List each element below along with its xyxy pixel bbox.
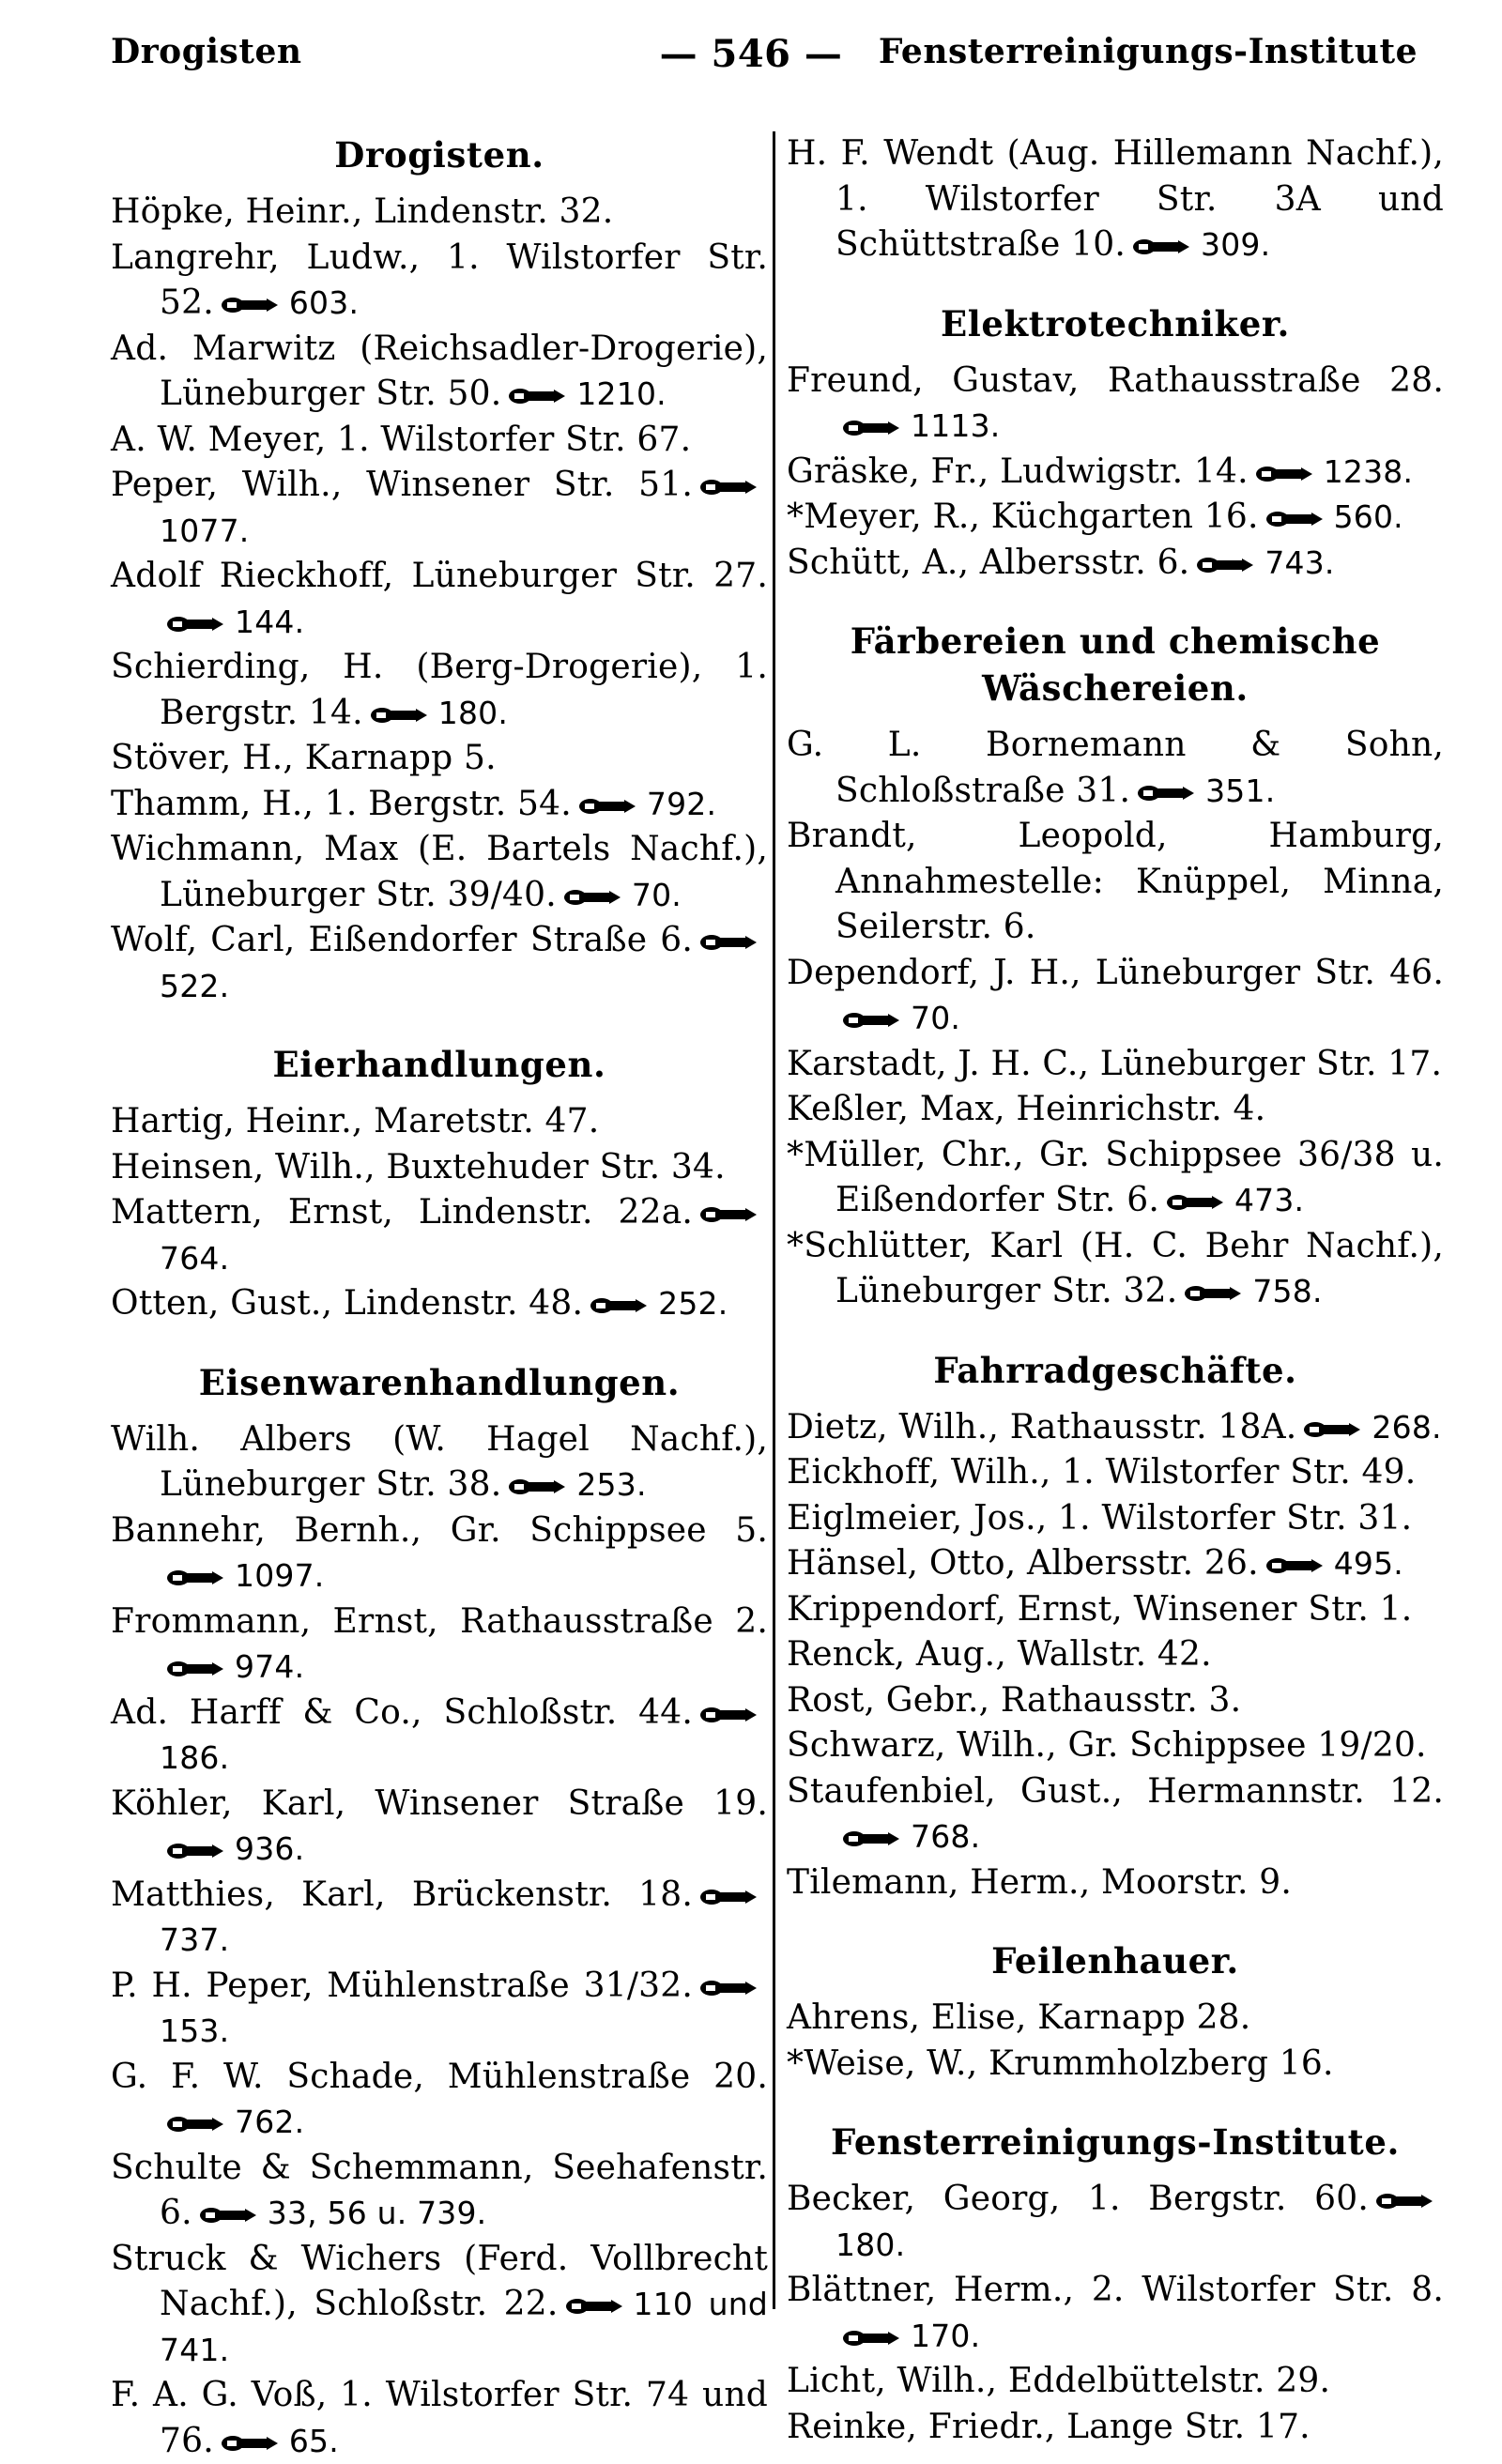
entry-text: Tilemann, Herm., Moorstr. 9. [787,1863,1292,1902]
entry-text: Gräske, Fr., Ludwigstr. 14. [787,452,1249,491]
entry-text: Becker, Georg, 1. Bergstr. 60. [787,2180,1369,2218]
directory-entry [111,1691,768,1782]
entry-text: Renck, Aug., Wallstr. 42. [787,1635,1212,1674]
entry-text: *Meyer, R., Küchgarten 16. [787,497,1259,536]
directory-entry [111,1417,768,1508]
directory-section [111,1041,768,1327]
telephone-icon [507,1477,567,1497]
telephone-icon [589,1295,649,1316]
entry-text: Freund, Gustav, Rathausstraße 28. [787,361,1444,400]
directory-entry [787,450,1444,496]
phone-number: 1238. [1324,453,1413,490]
entry-text: Rost, Gebr., Rathausstr. 3. [787,1681,1241,1720]
entry-text: A. W. Meyer, 1. Wilstorfer Str. 67. [111,421,691,459]
directory-entry [787,1541,1444,1587]
entry-text: Krippendorf, Ernst, Winsener Str. 1. [787,1590,1412,1629]
directory-entry [787,1133,1444,1224]
telephone-icon [165,614,225,635]
phone-number: 33, 56 u. 739. [268,2195,487,2231]
directory-entry [787,1042,1444,1088]
telephone-icon [369,705,429,726]
phone-number: 1097. [235,1557,324,1594]
phone-number: 473. [1234,1182,1304,1218]
directory-entry [787,814,1444,951]
phone-number: 495. [1334,1545,1403,1582]
telephone-icon [698,1204,759,1225]
directory-section [787,300,1444,587]
directory-entry [787,1996,1444,2042]
running-head-left: Drogisten [111,32,302,71]
entry-text: Heinsen, Wilh., Buxtehuder Str. 34. [111,1148,726,1186]
directory-entry [787,495,1444,541]
telephone-icon [841,418,901,438]
phone-number: 758. [1252,1273,1322,1309]
phone-number: 186. [160,1739,229,1776]
directory-entry [787,951,1444,1042]
directory-section [111,1359,768,2464]
directory-entry [787,723,1444,814]
entry-text: Höpke, Heinr., Lindenstr. 32. [111,192,613,231]
directory-entry [111,1964,768,2055]
entry-text: Bannehr, Bernh., Gr. Schippsee 5. [111,1511,768,1550]
entry-text: G. L. Bornemann & Sohn, Schloßstraße 31. [787,726,1444,810]
phone-number: 268. [1372,1409,1441,1446]
entry-text: *Schlütter, Karl (H. C. Behr Nachf.), Lüneburger Str. 32. [787,1227,1444,1311]
directory-section [787,618,1444,1315]
directory-entry [787,1678,1444,1724]
phone-number: 743. [1264,544,1334,581]
directory-section [787,1347,1444,1906]
entry-text: Thamm, H., 1. Bergstr. 54. [111,785,572,823]
telephone-icon [698,932,759,953]
telephone-icon [698,1978,759,1998]
phone-number: 65. [289,2423,339,2459]
section-heading: Eierhandlungen. [111,1041,768,1088]
telephone-icon [165,1659,225,1679]
page-number: — 546 — [0,32,1502,76]
phone-number: 603. [289,284,359,321]
telephone-icon [1136,783,1196,803]
directory-section [787,131,1444,268]
entry-text: Köhler, Karl, Winsener Straße 19. [111,1784,768,1823]
directory-entry [787,541,1444,587]
telephone-icon [841,1829,901,1849]
telephone-icon [165,2114,225,2135]
right-column [787,131,1444,2450]
entry-text: P. H. Peper, Mühlenstraße 31/32. [111,1967,693,2005]
entry-text: Stöver, H., Karnapp 5. [111,739,497,777]
directory-entry [787,1769,1444,1860]
section-heading: Feilenhauer. [787,1937,1444,1984]
phone-number: 110 und 741. [160,2286,768,2368]
directory-entry [787,1087,1444,1133]
phone-number: 792. [647,786,716,822]
directory-section [787,2119,1444,2450]
directory-entry [111,2237,768,2374]
directory-section [787,1937,1444,2087]
entry-text: Hänsel, Otto, Albersstr. 26. [787,1544,1259,1583]
entry-text: Wichmann, Max (E. Bartels Nachf.), Lüneburger Str. 39/40. [111,830,768,914]
entry-text: Reinke, Friedr., Lange Str. 17. [787,2408,1310,2446]
section-heading: Färbereien und chemische Wäschereien. [787,618,1444,712]
directory-section [111,131,768,1009]
phone-number: 737. [160,1921,229,1958]
entry-text: Langrehr, Ludw., 1. Wilstorfer Str. 52. [111,238,768,323]
phone-number: 351. [1205,773,1275,809]
telephone-icon [577,796,637,817]
directory-entry [787,131,1444,268]
telephone-icon [1374,2191,1434,2211]
directory-entry [111,2373,768,2464]
entry-text: Adolf Rieckhoff, Lüneburger Str. 27. [111,557,768,595]
entry-text: Ad. Harff & Co., Schloßstr. 44. [111,1693,693,1732]
phone-number: 522. [160,968,229,1004]
directory-entry [787,1496,1444,1542]
telephone-icon [198,2205,258,2226]
phone-number: 1077. [160,513,249,549]
directory-entry [787,2268,1444,2359]
section-heading: Eisenwarenhandlungen. [111,1359,768,1406]
phone-number: 1113. [911,407,1000,444]
telephone-icon [1131,237,1191,257]
phone-number: 936. [235,1830,304,1867]
entry-text: Dependorf, J. H., Lüneburger Str. 46. [787,954,1444,992]
phone-number: 153. [160,2013,229,2049]
entry-text: Wolf, Carl, Eißendorfer Straße 6. [111,921,693,959]
entry-text: Eickhoff, Wilh., 1. Wilstorfer Str. 49. [787,1453,1416,1492]
directory-entry [787,2405,1444,2451]
directory-entry [111,190,768,236]
telephone-icon [1254,464,1314,484]
telephone-icon [698,477,759,497]
phone-number: 253. [576,1466,646,1503]
directory-entry [787,1224,1444,1315]
entry-text: Schütt, A., Albersstr. 6. [787,543,1189,582]
entry-text: H. F. Wendt (Aug. Hillemann Nachf.), 1. Wilstorfer Str. 3A und Schüttstraße 10. [787,134,1444,264]
directory-entry [111,1099,768,1145]
section-heading: Fensterreinigungs-Institute. [787,2119,1444,2166]
telephone-icon [698,1705,759,1725]
telephone-icon [220,295,280,315]
telephone-icon [1302,1419,1362,1440]
telephone-icon [220,2433,280,2454]
directory-entry [111,1599,768,1691]
directory-entry [111,236,768,327]
phone-number: 70. [632,877,682,913]
directory-entry [787,2042,1444,2088]
entry-text: *Müller, Chr., Gr. Schippsee 36/38 u. Eißendorfer Str. 6. [787,1136,1444,1220]
telephone-icon [841,2328,901,2349]
telephone-icon [507,386,567,406]
entry-text: Peper, Wilh., Winsener Str. 51. [111,466,693,504]
section-heading: Elektrotechniker. [787,300,1444,347]
entry-text: Struck & Wichers (Ferd. Vollbrecht Nachf.), Schloßstr. 22. [111,2240,768,2324]
phone-number: 180. [438,695,508,731]
phone-number: 309. [1201,226,1270,263]
directory-entry [111,645,768,736]
entry-text: Eiglmeier, Jos., 1. Wilstorfer Str. 31. [787,1499,1412,1538]
directory-entry [111,1873,768,1964]
phone-number: 768. [911,1818,980,1855]
phone-number: 170. [911,2318,980,2354]
telephone-icon [1195,555,1255,575]
directory-entry [111,918,768,1009]
entry-text: F. A. G. Voß, 1. Wilstorfer Str. 74 und 76. [111,2376,768,2460]
directory-entry [111,2146,768,2237]
telephone-icon [562,887,622,908]
directory-entry [787,2177,1444,2268]
telephone-icon [564,2296,624,2317]
entry-text: G. F. W. Schade, Mühlenstraße 20. [111,2058,768,2096]
phone-number: 1210. [576,375,666,412]
running-head-right: Fensterreinigungs-Institute [879,32,1418,71]
directory-entry [111,1145,768,1191]
directory-entry [787,1450,1444,1496]
directory-entry [787,359,1444,450]
directory-entry [787,1405,1444,1451]
phone-number: 762. [235,2104,304,2140]
directory-entry [787,2359,1444,2405]
entry-text: Karstadt, J. H. C., Lüneburger Str. 17. [787,1045,1442,1083]
entry-text: Otten, Gust., Lindenstr. 48. [111,1284,583,1323]
entry-text: Schierding, H. (Berg-Drogerie), 1. Bergstr. 14. [111,648,768,732]
phone-number: 764. [160,1240,229,1277]
left-column [111,131,768,2464]
telephone-icon [1183,1283,1243,1304]
entry-text: Schulte & Schemmann, Seehafenstr. 6. [111,2149,768,2233]
directory-entry [111,736,768,782]
section-heading: Drogisten. [111,131,768,178]
directory-entry [111,327,768,418]
entry-text: Dietz, Wilh., Rathausstr. 18A. [787,1408,1296,1446]
directory-entry [111,1281,768,1327]
directory-entry [111,418,768,464]
directory-entry [787,1632,1444,1678]
entry-text: Staufenbiel, Gust., Hermannstr. 12. [787,1772,1444,1811]
entry-text: *Weise, W., Krummholzberg 16. [787,2044,1334,2083]
entry-text: Ad. Marwitz (Reichsadler-Drogerie), Lüneburger Str. 50. [111,329,768,414]
entry-text: Wilh. Albers (W. Hagel Nachf.), Lüneburger Str. 38. [111,1420,768,1505]
directory-entry [111,1190,768,1281]
entry-text: Brandt, Leopold, Hamburg, Annahmestelle: Knüppel, Minna, Seilerstr. 6. [787,817,1444,946]
directory-entry [111,1782,768,1873]
phone-number: 144. [235,604,304,640]
directory-entry [787,1587,1444,1633]
phone-number: 560. [1334,498,1403,535]
telephone-icon [1264,1555,1325,1576]
directory-entry [111,782,768,828]
directory-entry [111,1508,768,1599]
entry-text: Matthies, Karl, Brückenstr. 18. [111,1875,693,1914]
directory-entry [111,463,768,554]
telephone-icon [698,1887,759,1907]
section-heading: Fahrradgeschäfte. [787,1347,1444,1394]
entry-text: Hartig, Heinr., Maretstr. 47. [111,1102,599,1140]
entry-text: Keßler, Max, Heinrichstr. 4. [787,1090,1265,1128]
phone-number: 180. [835,2227,905,2263]
telephone-icon [1264,509,1325,529]
phone-number: 974. [235,1648,304,1685]
column-divider [773,131,775,2309]
directory-entry [787,1860,1444,1906]
directory-entry [111,2055,768,2146]
entry-text: Schwarz, Wilh., Gr. Schippsee 19/20. [787,1726,1427,1765]
entry-text: Blättner, Herm., 2. Wilstorfer Str. 8. [787,2271,1444,2309]
entry-text: Mattern, Ernst, Lindenstr. 22a. [111,1193,693,1232]
directory-entry [787,1723,1444,1769]
telephone-icon [841,1010,901,1031]
telephone-icon [1165,1192,1225,1213]
telephone-icon [165,1568,225,1588]
telephone-icon [165,1841,225,1861]
entry-text: Frommann, Ernst, Rathausstraße 2. [111,1602,768,1641]
entry-text: Licht, Wilh., Eddelbüttelstr. 29. [787,2362,1330,2400]
phone-number: 70. [911,1000,960,1036]
directory-entry [111,827,768,918]
phone-number: 252. [658,1285,728,1322]
entry-text: Ahrens, Elise, Karnapp 28. [787,1998,1250,2037]
directory-entry [111,554,768,645]
